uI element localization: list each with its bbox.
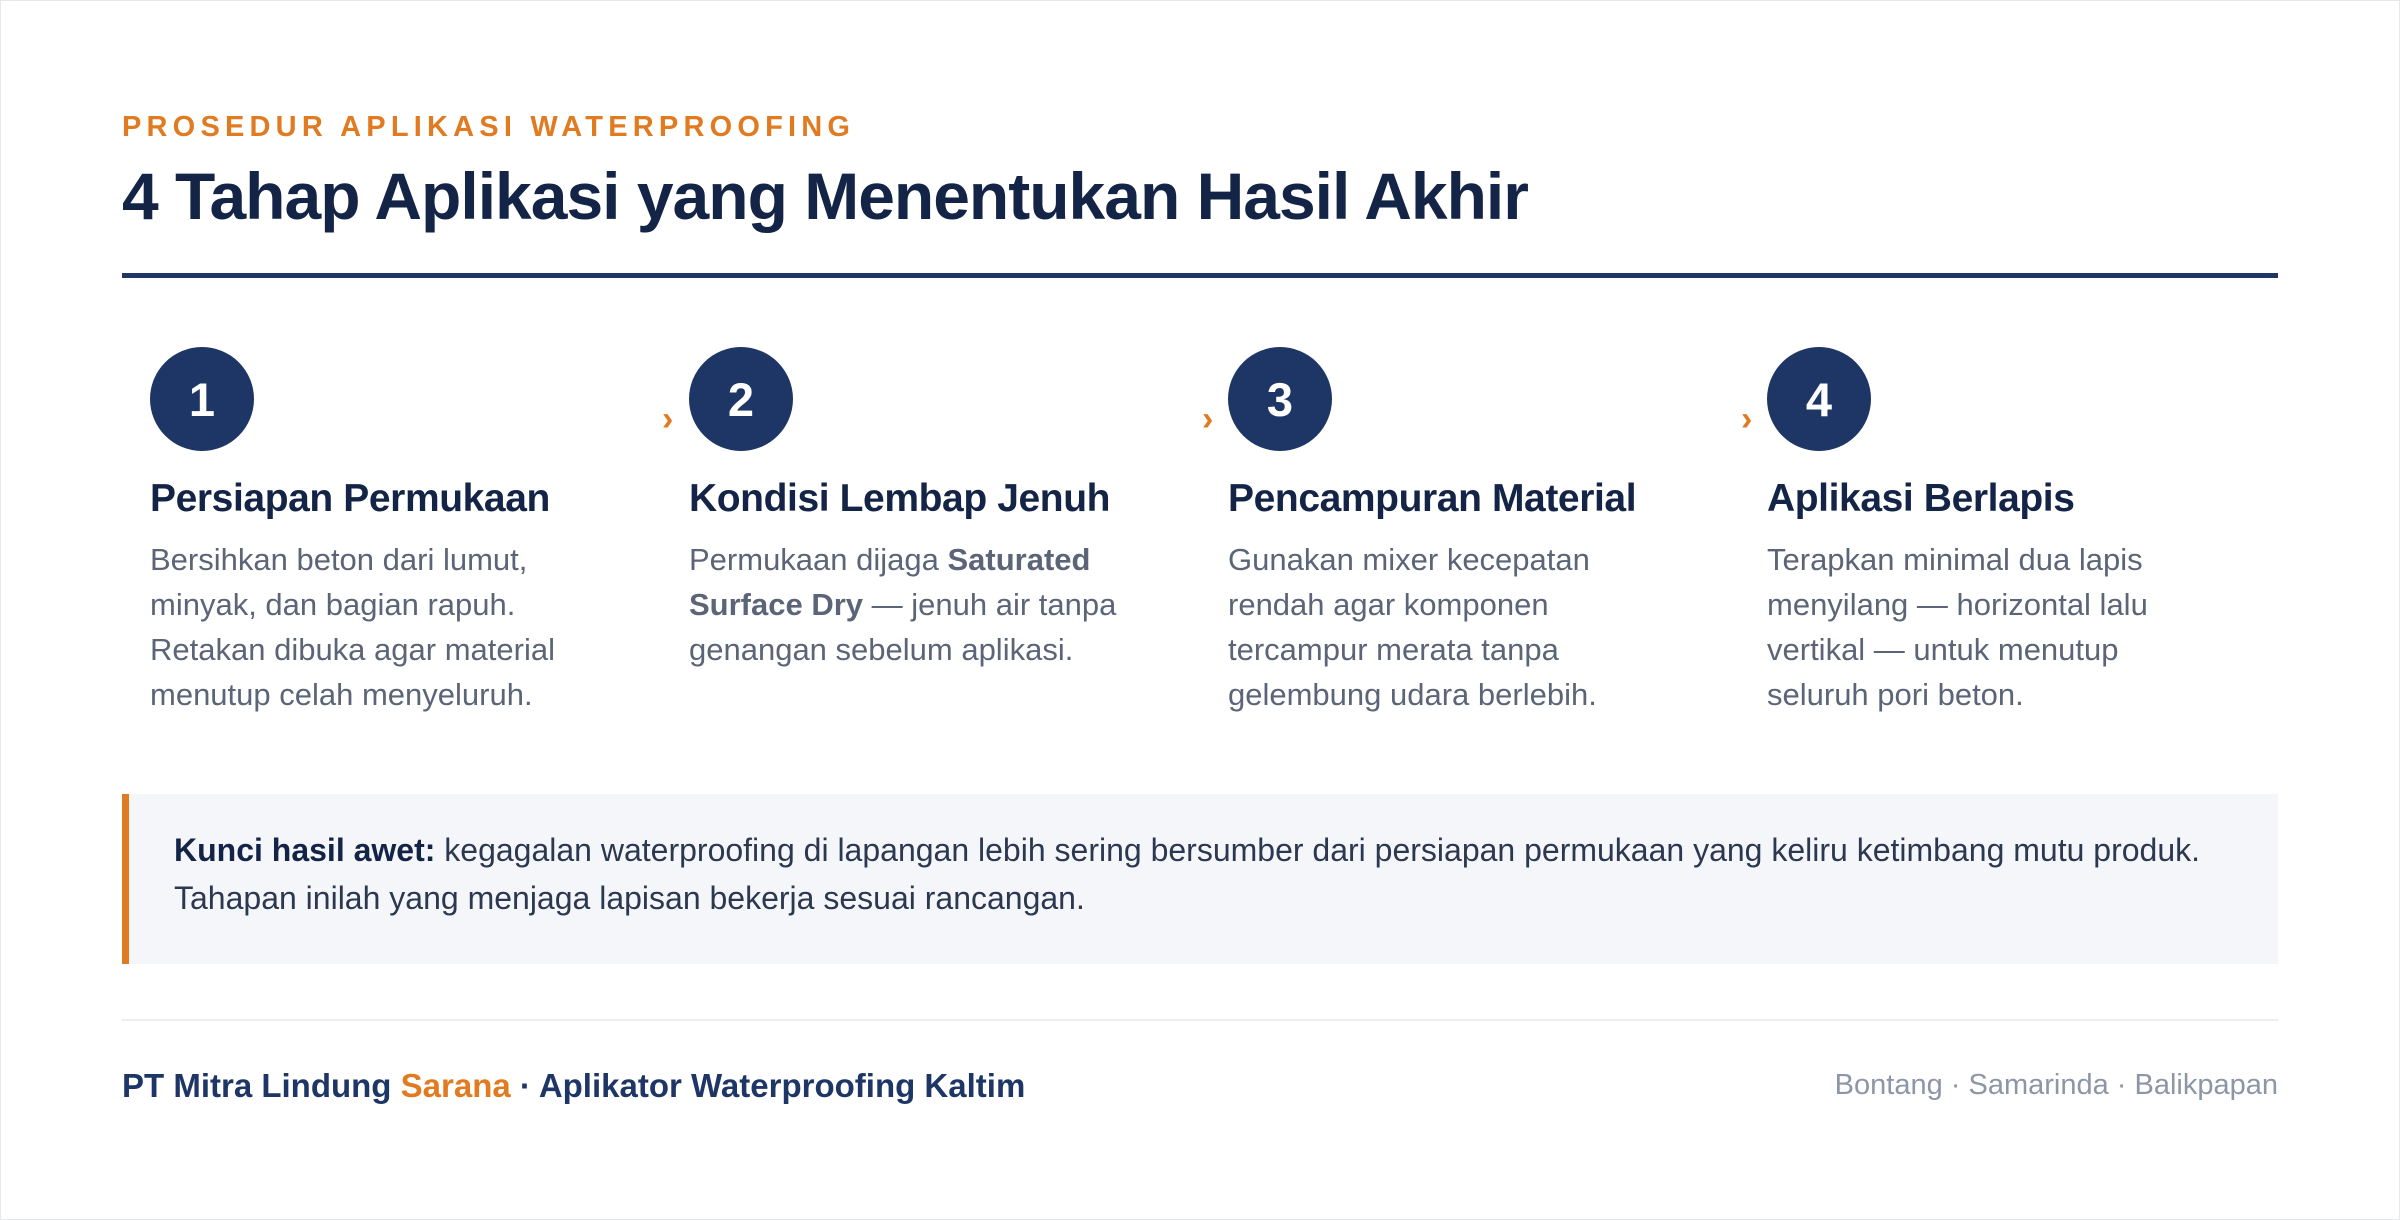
- step-number-badge: 2: [689, 347, 793, 451]
- callout-body: kegagalan waterproofing di lapangan lebih sering bersumber dari persiapan permukaan yang keliru ketimbang mutu produk. Tahapan inilah yang menjaga lapisan bekerja sesuai rancangan.: [174, 832, 2201, 916]
- step-number-badge: 1: [150, 347, 254, 451]
- step-description: Gunakan mixer kecepatan rendah agar komponen tercampur merata tanpa gelembung udara berlebih.: [1228, 542, 1597, 712]
- callout-text: [174, 826, 2254, 922]
- step-number-badge: 4: [1767, 347, 1871, 451]
- step-title: Aplikasi Berlapis: [1767, 477, 2075, 520]
- eyebrow-label: PROSEDUR APLIKASI WATERPROOFING: [122, 111, 856, 143]
- step-description: Bersihkan beton dari lumut, minyak, dan bagian rapuh. Retakan dibuka agar material menutup celah menyeluruh.: [150, 542, 555, 712]
- title-divider: [122, 273, 2278, 278]
- footer-divider: [122, 1019, 2278, 1021]
- step-description: [689, 537, 1149, 672]
- chevron-right-icon: ›: [662, 400, 674, 438]
- key-callout: [122, 794, 2278, 964]
- company-brand: [122, 1067, 1025, 1105]
- step-4: [1767, 347, 2227, 717]
- callout-label: Kunci hasil awet:: [174, 832, 436, 868]
- step-description-text: Permukaan dijaga: [689, 542, 948, 577]
- page-title: 4 Tahap Aplikasi yang Menentukan Hasil Akhir: [122, 159, 1528, 233]
- main-content: [122, 0, 2278, 1220]
- step-3: [1228, 347, 1688, 717]
- step-2: [689, 347, 1149, 672]
- brand-accent: Sarana: [400, 1067, 511, 1104]
- step-title: Kondisi Lembap Jenuh: [689, 477, 1111, 520]
- chevron-right-icon: ›: [1202, 400, 1214, 438]
- chevron-right-icon: ›: [1741, 400, 1753, 438]
- step-1: [150, 347, 610, 717]
- service-cities: Bontang · Samarinda · Balikpapan: [1834, 1069, 2278, 1101]
- brand-tagline: · Aplikator Waterproofing Kaltim: [510, 1067, 1026, 1104]
- step-description-emphasis: Saturated Surface Dry: [689, 542, 1091, 622]
- step-number-badge: 3: [1228, 347, 1332, 451]
- step-title: Persiapan Permukaan: [150, 477, 550, 520]
- step-title: Pencampuran Material: [1228, 477, 1637, 520]
- brand-name: PT Mitra Lindung: [122, 1067, 401, 1104]
- step-description-text: — jenuh air tanpa genangan sebelum aplikasi.: [689, 587, 1117, 667]
- step-description: Terapkan minimal dua lapis menyilang — horizontal lalu vertikal — untuk menutup seluruh pori beton.: [1767, 542, 2148, 712]
